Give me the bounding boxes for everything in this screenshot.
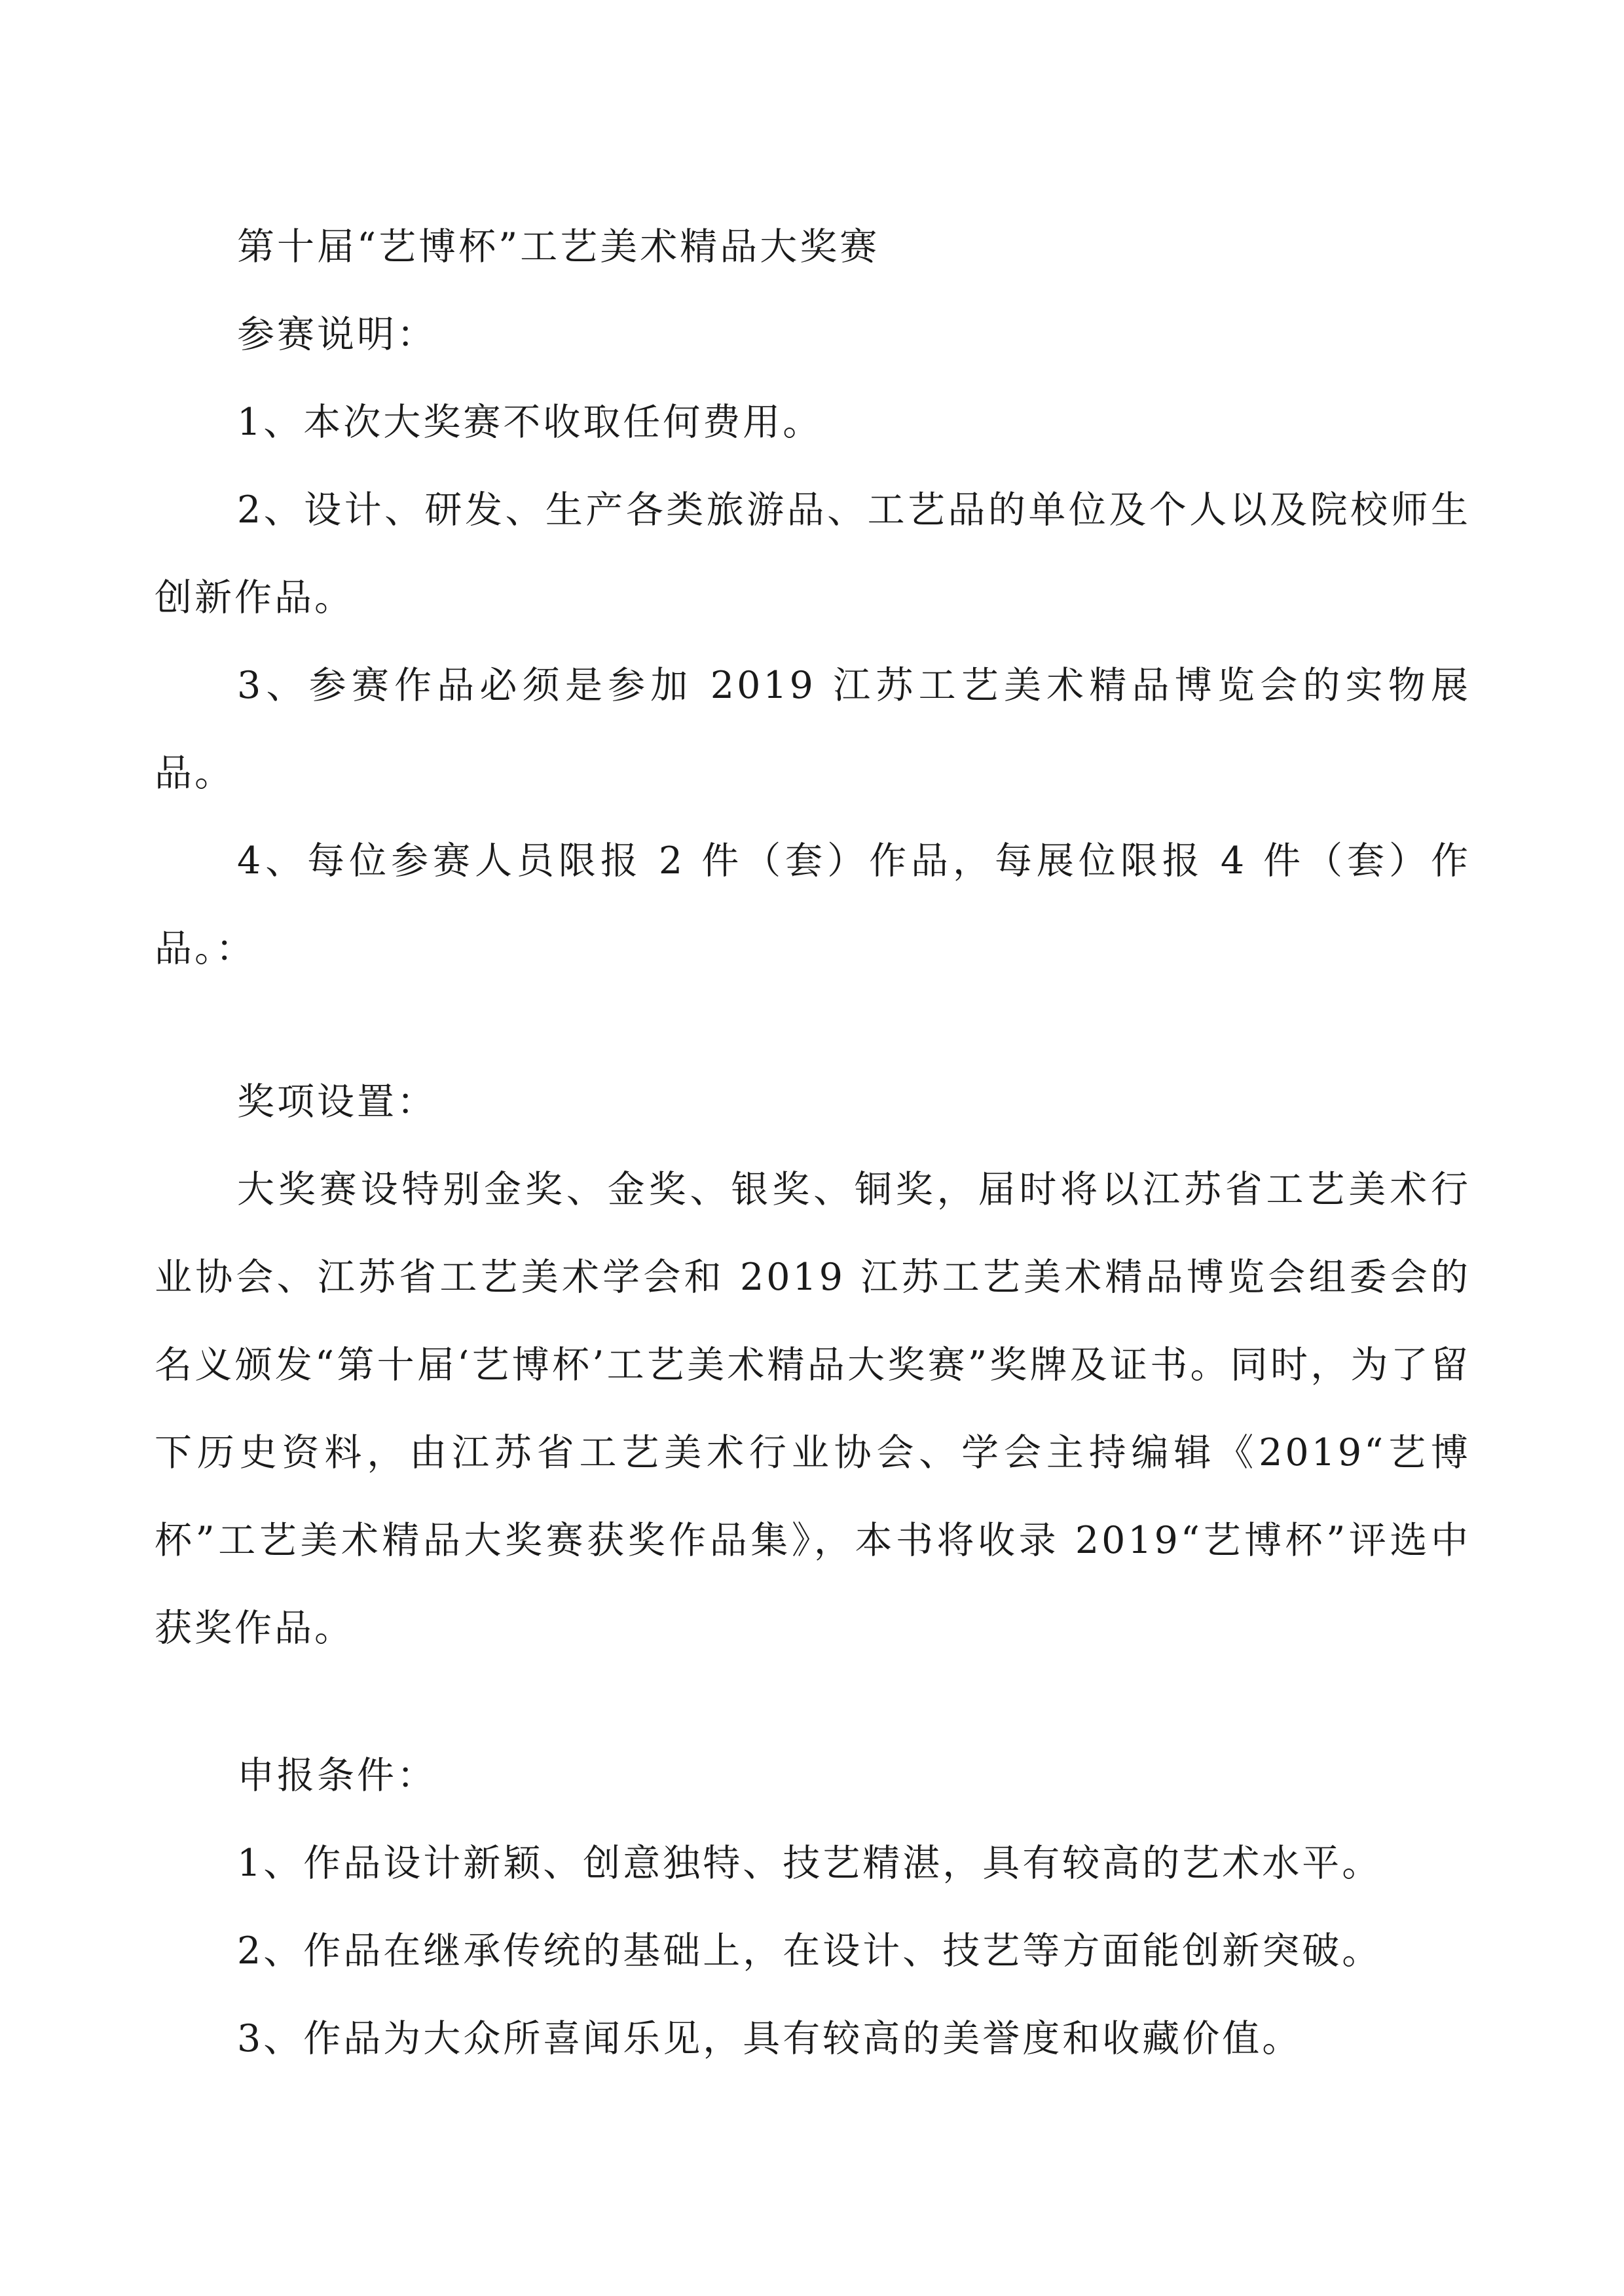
participation-item-4: 4、每位参赛人员限报 2 件（套）作品，每展位限报 4 件（套）作品。：	[155, 839, 1471, 970]
requirements-item-3: 3、作品为大众所喜闻乐见，具有较高的美誉度和收藏价值。	[237, 2017, 1302, 2060]
participation-item-3: 3、参赛作品必须是参加 2019 江苏工艺美术精品博览会的实物展品。	[155, 664, 1471, 795]
participation-item-2: 2、设计、研发、生产各类旅游品、工艺品的单位及个人以及院校师生创新作品。	[155, 488, 1471, 619]
document-title: 第十届“艺博杯”工艺美术精品大奖赛	[237, 225, 880, 268]
requirements-item-2: 2、作品在继承传统的基础上，在设计、技艺等方面能创新突破。	[237, 1929, 1382, 1973]
participation-item-1: 1、本次大奖赛不收取任何费用。	[237, 401, 823, 444]
participation-heading: 参赛说明：	[237, 313, 437, 356]
awards-body: 大奖赛设特别金奖、金奖、银奖、铜奖，届时将以江苏省工艺美术行业协会、江苏省工艺美术学会和 2019 江苏工艺美术精品博览会组委会的名义颁发“第十届‘艺博杯’工艺美术精品大奖赛”奖牌及证书。同时，为了留下历史资料，由江苏省工艺美术行业协会、学会主持编辑《2019“艺博杯”工艺美术精品大奖赛获奖作品集》，本书将收录 2019“艺博杯”评选中获奖作品。	[155, 1168, 1471, 1650]
requirements-item-1: 1、作品设计新颖、创意独特、技艺精湛，具有较高的艺术水平。	[237, 1842, 1382, 1885]
awards-heading: 奖项设置：	[237, 1080, 437, 1123]
requirements-heading: 申报条件：	[237, 1754, 437, 1797]
